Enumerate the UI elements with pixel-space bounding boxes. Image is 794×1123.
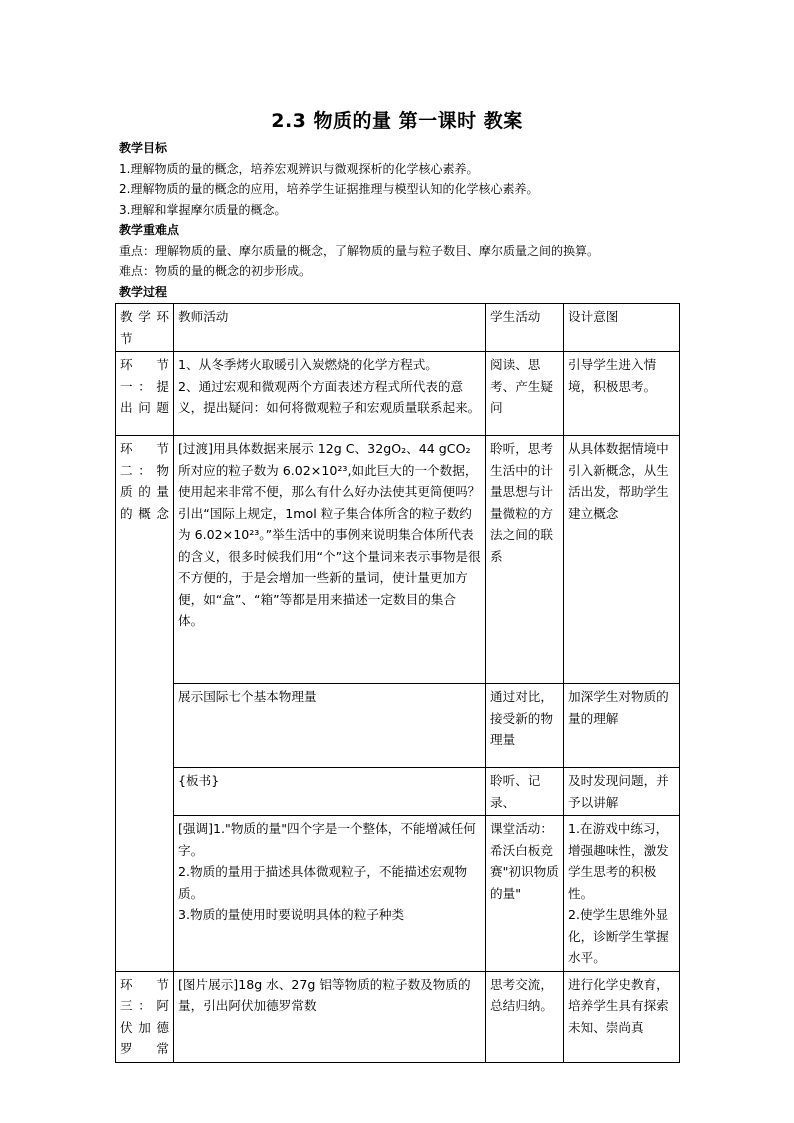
design-intent-cell: 加深学生对物质的量的理解	[564, 684, 680, 768]
stage-cell: 环节二：物质的量的概念	[116, 436, 174, 972]
teacher-activity-cell: [强调]1."物质的量"四个字是一个整体，不能增减任何字。 2.物质的量用于描述具体微观粒子，不能描述宏观物质。 3.物质的量使用时要说明具体的粒子种类	[174, 816, 486, 972]
design-intent-cell: 及时发现问题，并予以讲解	[564, 768, 680, 816]
table-row	[116, 684, 680, 768]
student-activity-cell: 课堂活动：希沃白板竞赛"初识物质的量"	[486, 816, 564, 972]
table-row	[116, 816, 680, 972]
student-activity-cell: 阅读、思考、产生疑问	[486, 352, 564, 436]
key-points-heading: 教学重难点	[119, 223, 180, 237]
table-row	[116, 971, 680, 1062]
design-intent-cell: 从具体数据情境中引入新概念，从生活出发，帮助学生建立概念	[564, 436, 680, 684]
design-intent-cell: 1.在游戏中练习，增强趣味性，激发学生思考的积极性。 2.使学生思维外显化，诊断学生掌握水平。	[564, 816, 680, 972]
table-row	[116, 436, 680, 684]
student-activity-cell: 聆听、记录、	[486, 768, 564, 816]
table-row	[116, 768, 680, 816]
objective-item: 2.理解物质的量的概念的应用，培养学生证据推理与模型认知的化学核心素养。	[119, 182, 539, 196]
header-intent: 设计意图	[564, 304, 680, 352]
header-teacher: 教师活动	[174, 304, 486, 352]
header-stage: 教学环节	[116, 304, 174, 352]
teacher-activity-cell: [图片展示]18g 水、27g 铝等物质的粒子数及物质的量，引出阿伏加德罗常数	[174, 971, 486, 1062]
stage-cell: 环节一：提出问题	[116, 352, 174, 436]
teacher-activity-cell: 展示国际七个基本物理量	[174, 684, 486, 768]
objective-item: 3.理解和掌握摩尔质量的概念。	[119, 202, 287, 217]
objectives-heading: 教学目标	[119, 141, 168, 155]
process-heading: 教学过程	[119, 284, 168, 299]
header-student: 学生活动	[486, 304, 564, 352]
stage-cell: 环节三：阿伏加德罗常	[116, 971, 174, 1062]
design-intent-cell: 引导学生进入情境，积极思考。	[564, 352, 680, 436]
teacher-activity-cell: {板书}	[174, 768, 486, 816]
teacher-activity-cell: 1、从冬季烤火取暖引入炭燃烧的化学方程式。 2、通过宏观和微观两个方面表述方程式所代表的意义，提出疑问：如何将微观粒子和宏观质量联系起来。	[174, 352, 486, 436]
student-activity-cell: 思考交流，总结归纳。	[486, 971, 564, 1062]
document-title: 2.3 物质的量 第一课时 教案	[271, 110, 523, 132]
objectives-section	[119, 138, 679, 302]
table-header-row	[116, 304, 680, 352]
key-point-item: 难点：物质的量的概念的初步形成。	[119, 264, 312, 278]
teacher-activity-cell: [过渡]用具体数据来展示 12g C、32gO₂、44 gCO₂所对应的粒子数为 6.02×10²³,如此巨大的一个数据，使用起来非常不便，那么有什么好办法使其更简便吗？引出“国际上规定，1mol 粒子集合体所含的粒子数约为 6.02×10²³。”举生活中的事例来说明集合体所代表的含义，很多时候我们用“个”这个量词来表示事物是很不方便的，于是会增加一些新的量词，使计量更加方便，如“盒”、“箱”等都是用来描述一定数目的集合体。	[174, 436, 486, 684]
lesson-plan-table	[115, 303, 680, 1063]
student-activity-cell: 聆听，思考生活中的计量思想与计量微粒的方法之间的联系	[486, 436, 564, 684]
table-row	[116, 352, 680, 436]
objective-item: 1.理解物质的量的概念，培养宏观辨识与微观探析的化学核心素养。	[119, 161, 479, 176]
design-intent-cell: 进行化学史教育，培养学生具有探索未知、崇尚真	[564, 971, 680, 1062]
student-activity-cell: 通过对比，接受新的物理量	[486, 684, 564, 768]
key-point-item: 重点：理解物质的量、摩尔质量的概念，了解物质的量与粒子数目、摩尔质量之间的换算。	[119, 243, 600, 258]
